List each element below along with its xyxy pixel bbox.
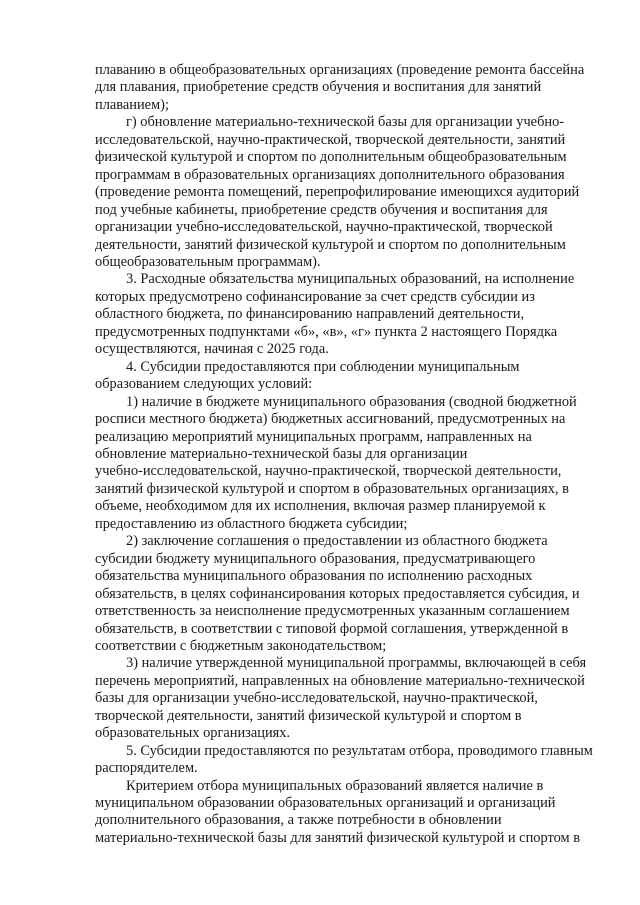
- text-line: 3. Расходные обязательства муниципальных образований, на исполнение: [126, 271, 575, 288]
- text-line: субсидии бюджету муниципального образования, предусматривающего: [95, 550, 536, 567]
- text-line: организации учебно-исследовательской, научно-практической, творческой: [95, 219, 553, 236]
- text-line: физической культурой и спортом по дополнительным общеобразовательным: [95, 149, 567, 166]
- text-line: дополнительного образования, а также потребности в обновлении: [95, 812, 502, 829]
- text-line: 3) наличие утвержденной муниципальной программы, включающей в себя: [126, 655, 587, 672]
- text-line: программам в образовательных организациях дополнительного образования: [95, 166, 565, 183]
- text-line: распорядителем.: [95, 760, 198, 777]
- text-line: (проведение ремонта помещений, перепрофилирование имеющихся аудиторий: [95, 184, 580, 201]
- text-line: объеме, необходимом для их исполнения, включая размер планируемой к: [95, 498, 546, 515]
- text-line: под учебные кабинеты, приобретение средств обучения и воспитания для: [95, 201, 548, 218]
- text-line: муниципальном образовании образовательных организаций и организаций: [95, 795, 556, 812]
- text-line: соответствии с бюджетным законодательством;: [95, 637, 387, 654]
- text-line: базы для организации учебно-исследовательской, научно-практической,: [95, 690, 538, 707]
- text-line: ответственность за неисполнение предусмотренных указанным соглашением: [95, 603, 570, 620]
- text-line: предоставлению из областного бюджета субсидии;: [95, 515, 408, 532]
- text-line: областного бюджета, по финансированию направлений деятельности,: [95, 306, 525, 323]
- text-line: образовательных организациях.: [95, 725, 291, 742]
- text-line: плаванию в общеобразовательных организациях (проведение ремонта бассейна: [95, 62, 585, 78]
- text-line: общеобразовательным программам).: [95, 253, 321, 270]
- text-line: предусмотренных подпунктами «б», «в», «г» пункта 2 настоящего Порядка: [95, 323, 558, 340]
- paragraph-item-3: [95, 271, 622, 358]
- text-line: 4. Субсидии предоставляются при соблюдении муниципальным: [126, 358, 520, 375]
- text-line: которых предусмотрено софинансирование за счет средств субсидии из: [95, 288, 535, 305]
- text-line: обновление материально-технической базы для организации: [95, 445, 468, 462]
- paragraph-criterion: [95, 778, 622, 848]
- text-line: образованием следующих условий:: [95, 376, 313, 393]
- text-line: г) обновление материально-технической базы для организации учебно-: [126, 114, 565, 131]
- paragraph-item-4: [95, 359, 622, 394]
- paragraph-cond-2: [95, 533, 622, 655]
- document-page: [95, 62, 622, 847]
- text-line: для плавания, приобретение средств обучения и воспитания для занятий: [95, 79, 542, 96]
- text-line: учебно-исследовательской, научно-практической, творческой деятельности,: [95, 463, 562, 480]
- text-line: плаванием);: [95, 96, 169, 113]
- text-line: творческой деятельности, занятий физической культурой и спортом в: [95, 707, 522, 724]
- text-line: занятий физической культурой и спортом в образовательных организациях, в: [95, 480, 569, 497]
- paragraph-cond-3: [95, 655, 622, 742]
- text-line: деятельности, занятий физической культурой и спортом по дополнительным: [95, 236, 566, 253]
- text-line: перечень мероприятий, направленных на обновление материально-технической: [95, 672, 585, 689]
- paragraph-cond-1: [95, 394, 622, 534]
- text-line: 2) заключение соглашения о предоставлении из областного бюджета: [126, 533, 548, 550]
- paragraph-item-5: [95, 743, 622, 778]
- text-line: реализацию мероприятий муниципальных программ, направленных на: [95, 428, 532, 445]
- text-line: 5. Субсидии предоставляются по результатам отбора, проводимого главным: [126, 742, 593, 759]
- text-line: обязательств, в соответствии с типовой формой соглашения, утвержденной в: [95, 620, 569, 637]
- paragraph-subitem-g: [95, 114, 622, 271]
- text-line: осуществляются, начиная с 2025 года.: [95, 341, 329, 358]
- text-line: росписи местного бюджета) бюджетных ассигнований, предусмотренных на: [95, 411, 566, 428]
- text-line: материально-технической базы для занятий физической культурой и спортом в: [95, 829, 580, 846]
- text-line: обязательства муниципального образования по исполнению расходных: [95, 568, 533, 585]
- paragraph-continuation: [95, 62, 622, 114]
- text-line: исследовательской, научно-практической, творческой деятельности, занятий: [95, 131, 566, 148]
- text-line: Критерием отбора муниципальных образований является наличие в: [126, 777, 544, 794]
- text-line: обязательств, в целях софинансирования которых предоставляется субсидия, и: [95, 585, 580, 602]
- text-line: 1) наличие в бюджете муниципального образования (сводной бюджетной: [126, 393, 577, 410]
